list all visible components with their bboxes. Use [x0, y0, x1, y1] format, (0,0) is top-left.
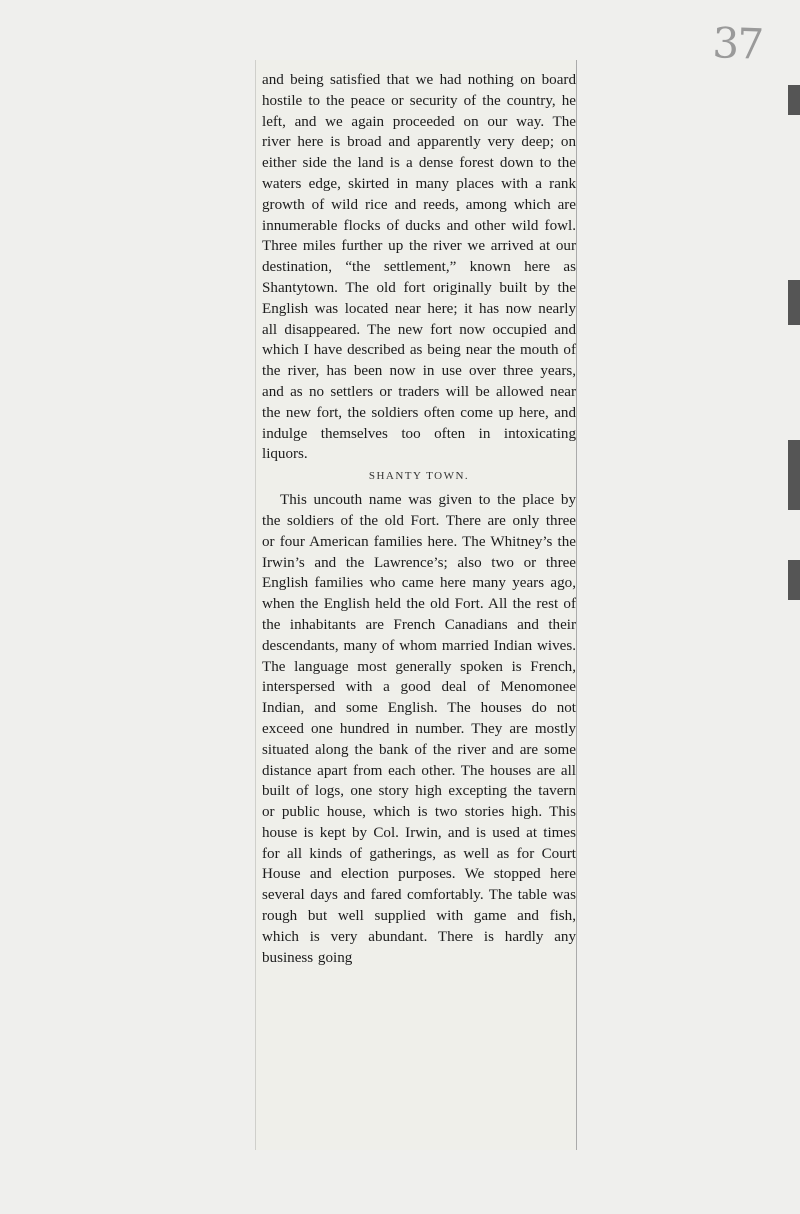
edge-mark	[788, 85, 800, 115]
article-paragraph-1: and being satisfied that we had nothing on board hostile to the peace or security of the country, he left, and we again proceeded on our way. The river here is broad and apparently very deep; on either side the land is a dense forest down to the waters edge, skirted in many places with a rank growth of wild rice and reeds, among which are innumerable flocks of ducks and other wild fowl. Three miles further up the river we arrived at our destination, “the settlement,” known here as Shantytown. The old fort originally built by the English was located near here; it has now nearly all disappeared. The new fort now occupied and which I have described as being near the mouth of the river, has been now in use over three years, and as no settlers or traders will be allowed near the new fort, the soldiers often come up here, and indulge themselves too often in intoxicating liquors.	[262, 72, 576, 463]
article-paragraph-2: This uncouth name was given to the place by the soldiers of the old Fort. There are only three or four American families here. The Whitney’s the Irwin’s and the Lawrence’s; also two or three English families who came here many years ago, when the English held the old Fort. All the rest of the inhabitants are French Canadians and their descendants, many of whom married Indian wives. The language most generally spoken is French, interspersed with a good deal of Menomonee Indian, and some English. The houses do not exceed one hundred in number. They are mostly situated along the bank of the river and are some distance apart from each other. The houses are all built of logs, one story high excepting the tavern or public house, which is two stories high. This house is kept by Col. Irwin, and is used at times for all kinds of gatherings, as well as for Court House and election purposes. We stopped here several days and fared comfortably. The table was rough but well supplied with game and fish, which is very abundant. There is hardly any business going	[262, 492, 576, 966]
edge-mark	[788, 560, 800, 600]
edge-mark	[788, 440, 800, 510]
page-number-note: 37	[711, 18, 763, 69]
newspaper-clipping	[255, 60, 577, 1150]
edge-mark	[788, 280, 800, 325]
section-heading: SHANTY TOWN.	[368, 470, 470, 483]
